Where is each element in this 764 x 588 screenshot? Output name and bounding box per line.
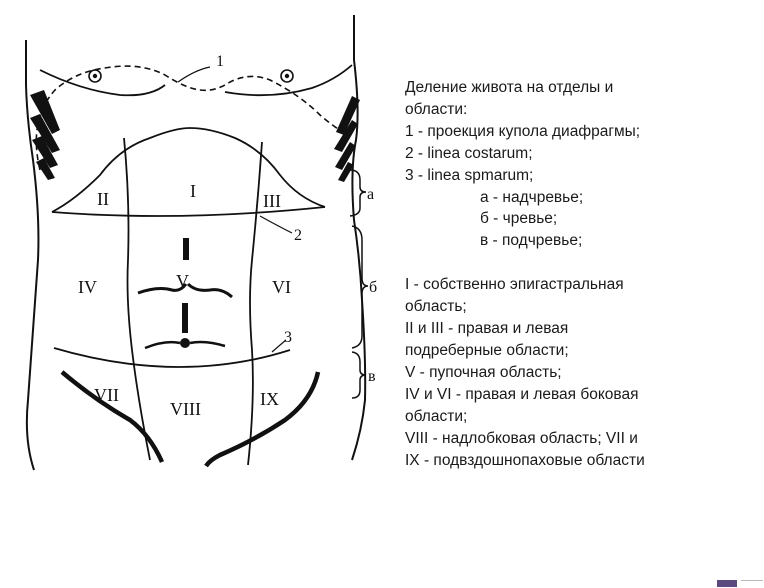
costal-line xyxy=(52,207,325,216)
legend-region-2-line2: подреберные области; xyxy=(405,341,569,359)
legend-item-2: 2 - linea costarum; xyxy=(405,144,533,162)
line-label-2: 2 xyxy=(294,227,302,244)
section-label-a: а xyxy=(367,186,375,203)
section-label-b: б xyxy=(369,279,378,296)
linea-alba-upper xyxy=(183,238,189,260)
legend-item-1: 1 - проекция купола диафрагмы; xyxy=(405,122,641,140)
torso-right-outline xyxy=(352,15,365,460)
right-vertical-line xyxy=(248,142,262,465)
legend-title-line2: области: xyxy=(405,100,468,118)
right-inguinal-line xyxy=(206,372,318,466)
linea-alba-lower xyxy=(182,303,188,333)
region-label-I: I xyxy=(190,181,196,201)
costal-arch xyxy=(52,128,325,212)
legend-text xyxy=(405,77,755,471)
legend-region-4-line1: IV и VI - правая и левая боковая xyxy=(405,385,639,403)
region-label-IV: IV xyxy=(78,277,97,297)
region-label-VI: VI xyxy=(272,277,291,297)
legend-item-3: 3 - linea spmarum; xyxy=(405,166,534,184)
diaphragm-dome-line xyxy=(36,66,348,170)
region-label-II: II xyxy=(97,189,109,209)
lower-right-curve xyxy=(190,342,225,346)
legend-region-8-line1: VIII - надлобковая область; VII и xyxy=(405,429,638,447)
region-label-III: III xyxy=(263,191,281,211)
legend-sub-a: а - надчревье; xyxy=(480,188,584,206)
slide-nav-button[interactable] xyxy=(717,580,737,587)
umbilicus-dot xyxy=(180,338,190,348)
lower-left-curve xyxy=(145,342,180,348)
region-label-VII: VII xyxy=(94,385,119,405)
region-label-IX: IX xyxy=(260,389,279,409)
region-label-VIII: VIII xyxy=(170,399,201,419)
legend-region-5: V - пупочная область; xyxy=(405,363,562,381)
label-1-leader xyxy=(178,67,210,82)
legend-spacer xyxy=(405,252,755,274)
legend-title-line1: Деление живота на отделы и xyxy=(405,79,614,96)
left-nipple-icon xyxy=(89,70,101,82)
left-shoulder-line xyxy=(40,70,165,95)
region-label-V: V xyxy=(176,271,189,291)
line-label-3: 3 xyxy=(284,329,292,346)
umbilical-right-curve xyxy=(188,284,232,297)
brace-b xyxy=(352,226,368,348)
legend-sub-c: в - подчревье; xyxy=(480,232,583,250)
right-nipple-icon xyxy=(281,70,293,82)
left-vertical-line xyxy=(124,138,150,460)
spinal-line xyxy=(54,348,290,367)
section-label-c: в xyxy=(368,368,376,385)
label-2-leader xyxy=(260,216,292,233)
legend-region-8-line2: IX - подвздошнопаховые области xyxy=(405,451,645,469)
legend-sub-b: б - чревье; xyxy=(480,210,558,228)
legend-region-4-line2: области; xyxy=(405,407,468,425)
legend-region-2-line1: II и III - правая и левая xyxy=(405,320,569,338)
legend-region-1-line2: область; xyxy=(405,298,467,316)
line-label-1: 1 xyxy=(216,53,224,70)
legend-region-1-line1: I - собственно эпигастральная xyxy=(405,276,624,294)
